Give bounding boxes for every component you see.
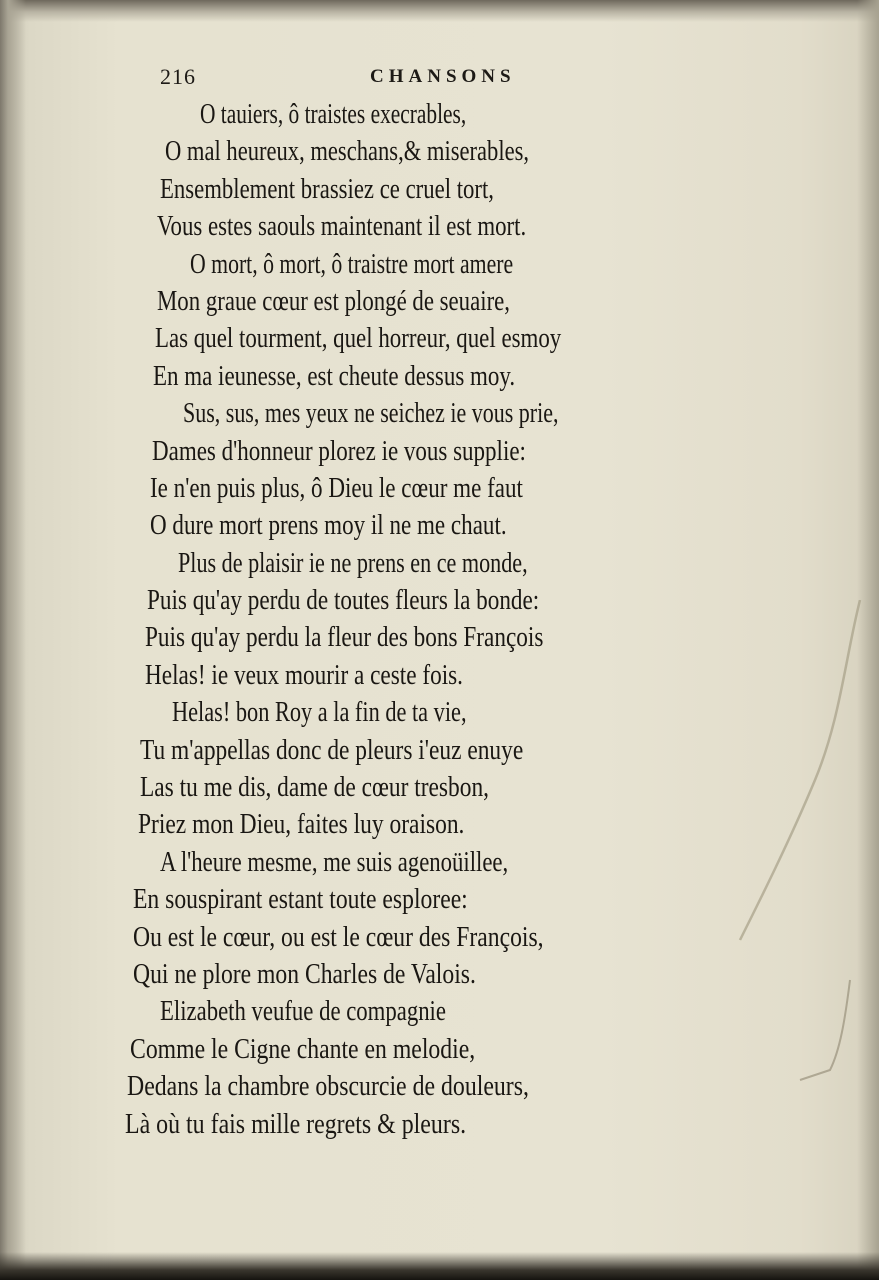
verse-line: Ensemblement brassiez ce cruel tort, xyxy=(160,172,494,205)
verse-line: Comme le Cigne chante en melodie, xyxy=(130,1032,476,1065)
verse-line: Ie n'en puis plus, ô Dieu le cœur me faut xyxy=(150,471,523,504)
verse-line: Vous estes saouls maintenant il est mort. xyxy=(157,210,527,243)
verse-line: Sus, sus, mes yeux ne seichez ie vous prie, xyxy=(183,397,559,430)
verse-line: Las quel tourment, quel horreur, quel esmoy xyxy=(155,322,562,355)
verse-line: Là où tu fais mille regrets & pleurs. xyxy=(125,1107,467,1140)
verse-line: A l'heure mesme, me suis agenoüillee, xyxy=(160,845,509,878)
verse-line: O mal heureux, meschans,& miserables, xyxy=(165,135,530,168)
verse-line: Elizabeth veufue de compagnie xyxy=(160,995,446,1028)
verse-line: Dedans la chambre obscurcie de douleurs, xyxy=(127,1070,529,1103)
page-bottom-edge xyxy=(0,1252,879,1280)
verse-line: En ma ieunesse, est cheute dessus moy. xyxy=(153,359,516,392)
running-head xyxy=(160,64,720,98)
verse-line: Las tu me dis, dame de cœur tresbon, xyxy=(140,771,490,804)
verse-line: Qui ne plore mon Charles de Valois. xyxy=(133,957,476,990)
page-top-edge xyxy=(0,0,879,22)
poem-text xyxy=(0,96,879,1143)
verse-line: O tauiers, ô traistes execrables, xyxy=(200,98,467,130)
verse-line: Priez mon Dieu, faites luy oraison. xyxy=(138,808,465,841)
verse-line: Puis qu'ay perdu de toutes fleurs la bonde: xyxy=(147,584,540,617)
verse-line: Tu m'appellas donc de pleurs i'euz enuye xyxy=(140,733,524,766)
verse-line: En souspirant estant toute esploree: xyxy=(133,883,468,916)
verse-line: Helas! bon Roy a la fin de ta vie, xyxy=(172,696,467,729)
verse-line: Mon graue cœur est plongé de seuaire, xyxy=(157,284,511,317)
page-number: 216 xyxy=(160,64,196,89)
verse-line: Ou est le cœur, ou est le cœur des François, xyxy=(133,920,544,953)
verse-line: O dure mort prens moy il ne me chaut. xyxy=(150,509,507,542)
verse-line: Plus de plaisir ie ne prens en ce monde, xyxy=(178,546,528,579)
running-head-title: CHANSONS xyxy=(370,66,516,87)
verse-line: Puis qu'ay perdu la fleur des bons François xyxy=(145,621,544,654)
verse-line: Dames d'honneur plorez ie vous supplie: xyxy=(152,434,526,467)
verse-line: Helas! ie veux mourir a ceste fois. xyxy=(145,658,463,691)
verse-line: O mort, ô mort, ô traistre mort amere xyxy=(190,247,514,280)
